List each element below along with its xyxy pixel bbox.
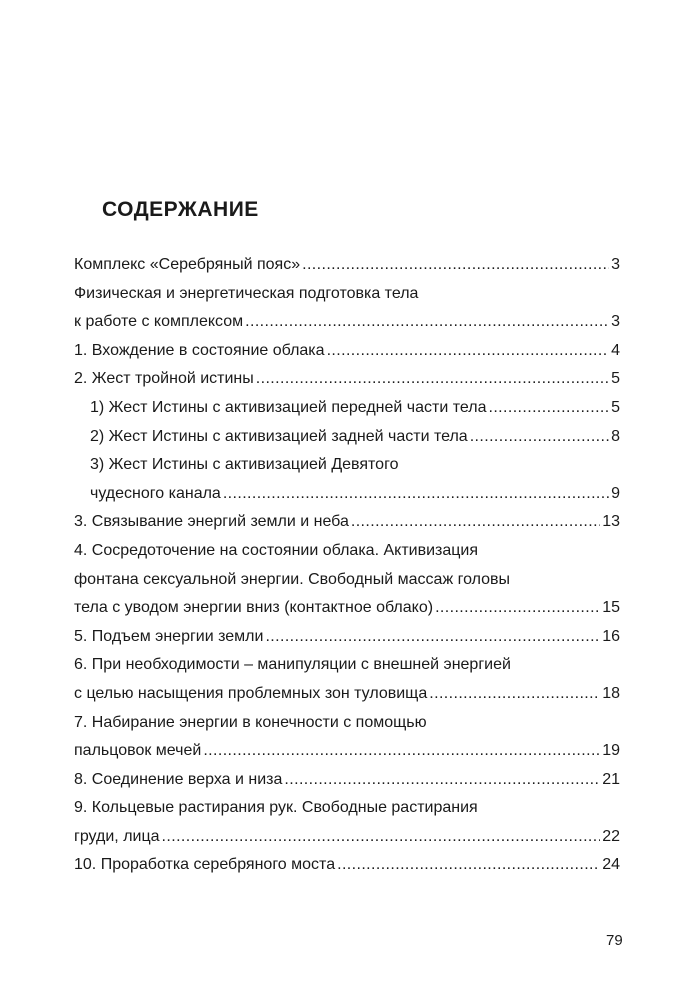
toc-entry (74, 537, 620, 623)
toc-entry-text: 10. Проработка серебряного моста (74, 856, 336, 874)
toc-page-number: 9 (611, 484, 620, 502)
toc-page-number: 8 (611, 427, 620, 445)
toc-entry-text: тела с уводом энергии вниз (контактное облако) (74, 599, 434, 617)
toc-page-number: 22 (602, 827, 620, 845)
dot-leader (488, 394, 609, 423)
toc-entry-row (74, 823, 620, 852)
toc-entry (74, 508, 620, 537)
toc-entry-row (74, 365, 620, 394)
toc-entry-text: 1) Жест Истины с активизацией передней части тела (90, 398, 487, 416)
toc-entry-row (74, 337, 620, 366)
toc-entry-text: 9. Кольцевые растирания рук. Свободные растирания (74, 799, 478, 817)
toc-entry-text: 5. Подъем энергии земли (74, 627, 264, 645)
toc-entry (74, 251, 620, 280)
toc-entry-row (90, 480, 620, 509)
toc-entry-text: фонтана сексуальной энергии. Свободный массаж головы (74, 570, 511, 588)
toc-page-number: 5 (611, 398, 620, 416)
toc-entry-row (90, 394, 620, 423)
toc-entry-text: Физическая и энергетическая подготовка тела (74, 284, 419, 302)
toc-page-number: 16 (602, 627, 620, 645)
toc-entry-text: 1. Вхождение в состояние облака (74, 341, 325, 359)
dot-leader (351, 508, 600, 537)
dot-leader (203, 737, 600, 766)
toc-entry (74, 709, 620, 766)
toc-page-number: 24 (602, 856, 620, 874)
toc-entry-text: Комплекс «Серебряный пояс» (74, 256, 301, 273)
toc-entry-row (74, 851, 620, 880)
dot-leader (337, 851, 600, 880)
toc-entry (74, 794, 620, 851)
toc-entry-row (74, 594, 620, 623)
toc-page-number: 15 (602, 599, 620, 617)
dot-leader (327, 337, 610, 366)
dot-leader (256, 365, 609, 394)
toc-entry-row (74, 680, 620, 709)
toc-entry-row (74, 508, 620, 537)
toc-entry (74, 851, 620, 880)
dot-leader (435, 594, 600, 623)
toc-page-number: 13 (602, 513, 620, 531)
toc-entry-text: 8. Соединение верха и низа (74, 770, 283, 788)
table-of-contents (74, 251, 620, 880)
dot-leader (470, 423, 609, 452)
dot-leader (162, 823, 601, 852)
toc-page-number: 21 (602, 770, 620, 788)
toc-entry-text: 2) Жест Истины с активизацией задней части тела (90, 427, 468, 445)
toc-entry-row (74, 766, 620, 795)
toc-page-number: 18 (602, 684, 620, 702)
page-title: СОДЕРЖАНИЕ (102, 198, 259, 221)
toc-entry-row (74, 251, 620, 280)
toc-page-number: 3 (611, 313, 620, 331)
toc-page-number: 3 (611, 256, 620, 273)
toc-entry-text: 4. Сосредоточение на состоянии облака. Активизация (74, 541, 479, 559)
toc-entry-text: к работе с комплексом (74, 313, 244, 331)
toc-entry-text: 2. Жест тройной истины (74, 370, 254, 388)
dot-leader (265, 623, 600, 652)
toc-entry (74, 337, 620, 366)
toc-entry (74, 280, 620, 337)
toc-entry (74, 766, 620, 795)
toc-entry-text: с целью насыщения проблемных зон туловища (74, 684, 428, 702)
toc-entry (74, 394, 620, 423)
toc-entry-text: 3) Жест Истины с активизацией Девятого (90, 456, 399, 474)
toc-entry-row (74, 737, 620, 766)
toc-entry (74, 423, 620, 452)
page-number: 79 (606, 932, 623, 949)
toc-page-number: 5 (611, 370, 620, 388)
toc-entry (74, 623, 620, 652)
toc-entry-row (74, 308, 620, 337)
dot-leader (223, 480, 609, 509)
toc-entry (74, 651, 620, 708)
dot-leader (284, 766, 600, 795)
toc-entry-text: пальцовок мечей (74, 742, 202, 760)
toc-entry-row (74, 623, 620, 652)
dot-leader (302, 251, 609, 280)
toc-entry (74, 365, 620, 394)
toc-entry-text: 3. Связывание энергий земли и неба (74, 513, 349, 531)
toc-page-number: 4 (611, 341, 620, 359)
toc-entry-text: чудесного канала (90, 484, 221, 502)
dot-leader (245, 308, 609, 337)
toc-entry (74, 451, 620, 508)
dot-leader (429, 680, 600, 709)
toc-page-number: 19 (602, 742, 620, 760)
toc-entry-text: 7. Набирание энергии в конечности с помощью (74, 713, 427, 731)
toc-entry-text: 6. При необходимости – манипуляции с внешней энергией (74, 656, 511, 674)
toc-entry-row (90, 423, 620, 452)
toc-entry-text: груди, лица (74, 827, 160, 845)
